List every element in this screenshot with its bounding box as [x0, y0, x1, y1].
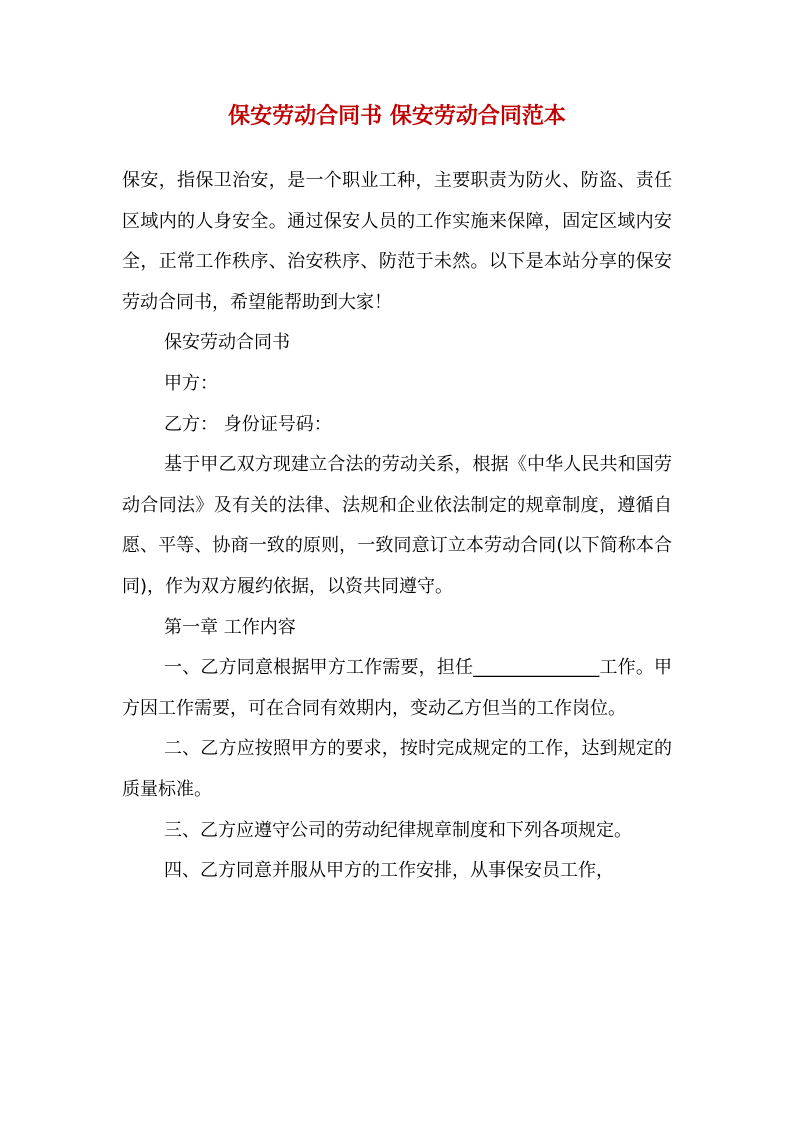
position-blank: ______________: [473, 657, 600, 679]
clause-2: 二、乙方应按照甲方的要求，按时完成规定的工作，达到规定的质量标准。: [122, 738, 672, 800]
party-a-line: 甲方：: [164, 372, 218, 394]
clause-3: 三、乙方应遵守公司的劳动纪律规章制度和下列各项规定。: [164, 819, 632, 841]
document-body: [122, 161, 672, 892]
intro-paragraph: 保安，指保卫治安，是一个职业工种，主要职责为防火、防盗、责任区域内的人身安全。通过保安人员的工作实施来保障，固定区域内安全，正常工作秩序、治安秩序、防范于未然。以下是本站分享的保安劳动合同书，希望能帮助到大家！: [122, 170, 672, 313]
clause-4: 四、乙方同意并服从甲方的工作安排，从事保安员工作，: [164, 860, 614, 882]
clause-1-text-after: 工作。甲方因工作需要，可在合同有效期内，变动乙方但当的工作岗位。: [122, 657, 673, 719]
contract-heading: 保安劳动合同书: [164, 332, 290, 354]
clause-1-text-before: 一、乙方同意根据甲方工作需要，担任: [164, 657, 474, 679]
clause-1: [122, 648, 672, 729]
preamble-paragraph: 基于甲乙双方现建立合法的劳动关系，根据《中华人民共和国劳动合同法》及有关的法律、法规和企业依法制定的规章制度，遵循自愿、平等、协商一致的原则，一致同意订立本劳动合同(以下简称本合同)，作为双方履约依据，以资共同遵守。: [122, 454, 672, 597]
chapter-heading: 第一章 工作内容: [164, 616, 296, 638]
party-b-line: 乙方： 身份证号码：: [164, 413, 332, 435]
document-title: 保安劳动合同书 保安劳动合同范本: [228, 103, 566, 129]
